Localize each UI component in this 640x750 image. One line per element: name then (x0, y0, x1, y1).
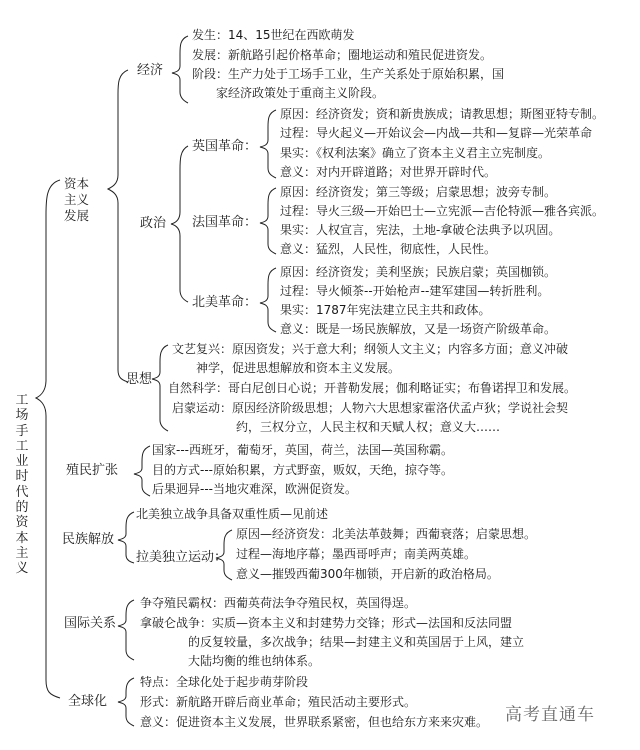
napoleonic-2: 的反复较量，多次战争；结果—封建主义和英国居于上风，建立 (188, 635, 525, 649)
econ-label: 经济 (137, 63, 164, 78)
liberation-brace (118, 512, 134, 563)
renaissance-2: 神学，促进思想解放和资本主义发展。 (196, 361, 401, 375)
na-brace (260, 268, 276, 332)
colonial-brace (134, 446, 150, 496)
science: 自然科学：哥白尼创日心说；开普勒发展；伽利略证实；布鲁诺捍卫和发展。 (168, 381, 577, 395)
colonial-countries: 国家---西班牙，葡萄牙，英国，荷兰，法国—英国称霸。 (152, 443, 453, 457)
intl-label: 国际关系 (64, 616, 117, 631)
france-brace (260, 188, 276, 254)
england-cause: 原因：经济资发；资和新贵族成；请教思想；斯图亚特专制。 (280, 107, 605, 121)
thought-brace (152, 345, 168, 431)
colonial-label: 殖民扩张 (66, 463, 119, 478)
latam-significance: 意义—摧毁西葡300年枷锁，开启新的政治格局。 (236, 567, 499, 581)
france-significance: 意义：猛烈，人民性，彻底性，人民性。 (280, 242, 497, 256)
politics-label: 政治 (140, 216, 167, 231)
econ-origin: 发生：14、15世纪在西欧萌发 (192, 28, 355, 42)
colonial-purpose: 目的方式---原始积累，方式野蛮，贩奴，天绝，掠夺等。 (152, 463, 453, 477)
econ-development: 发展：新航路引起价格革命；圈地运动和殖民促进资发。 (192, 48, 493, 62)
root-brace (36, 180, 60, 698)
latam-cause: 原因—经济资发：北美法革鼓舞；西葡衰落；启蒙思想。 (236, 527, 537, 541)
global-significance: 意义：促进资本主义发展，世界联系紧密，但也给东方来来灾难。 (140, 715, 489, 729)
france-process: 过程：导火三级—开始巴士—立宪派—吉伦特派—雅各宾派。 (280, 204, 605, 218)
politics-brace (171, 146, 188, 302)
na-result: 果实：1787年宪法建立民主共和政体。 (280, 303, 491, 317)
latam-process: 过程—海地序幕；墨西哥呼声；南美两英雄。 (236, 547, 477, 561)
napoleonic-1: 拿破仑战争：实质—资本主义和封建势力交锋；形式—法国和反法同盟 (140, 616, 513, 630)
france-cause: 原因：经济资发；第三等级；启蒙思想；波旁专制。 (280, 185, 557, 199)
england-result: 果实：《权利法案》确立了资本主义君主立宪制度。 (280, 146, 551, 160)
colonial-consequence: 后果迥异---当地灾难深，欧洲促资发。 (152, 482, 357, 496)
root-title: 工场手工业时代的资本主义 (15, 393, 29, 577)
global-label: 全球化 (68, 694, 108, 709)
global-form: 形式：新航路开辟后商业革命；殖民活动主要形式。 (140, 695, 417, 709)
intl-brace (118, 600, 134, 660)
england-brace (260, 110, 276, 178)
england-significance: 意义：对内开辟道路；对世界开辟时代。 (280, 165, 497, 179)
thought-label: 思想 (126, 372, 153, 387)
econ-brace (172, 36, 188, 103)
england-process: 过程：导火起义—开始议会—内战—共和—复辟—光荣革命 (280, 126, 593, 140)
liberation-label: 民族解放 (62, 532, 115, 547)
na-independence: 北美独立战争具备双重性质—见前述 (136, 507, 329, 521)
enlightenment-2: 约，三权分立，人民主权和天赋人权；意义大…… (236, 420, 501, 434)
france-result: 果实：人权宣言，宪法，土地-拿破仑法典予以巩固。 (280, 223, 561, 237)
na-label: 北美革命： (192, 295, 258, 310)
colonial-hegemony: 争夺殖民霸权：西葡英荷法争夺殖民权，英国得逞。 (140, 596, 417, 610)
global-brace (118, 678, 134, 726)
na-significance: 意义：既是一场民族解放，又是一场资产阶级革命。 (280, 322, 557, 336)
napoleonic-3: 大陆均衡的维也纳体系。 (188, 654, 321, 668)
na-process: 过程：导火倾茶--开始枪声--建军建国—转折胜利。 (280, 284, 550, 298)
watermark: 高考直通车 (505, 705, 595, 725)
cap-title: 资本主义发展 (64, 176, 90, 223)
econ-stage-2: 家经济政策处于重商主义阶段。 (216, 86, 385, 100)
france-label: 法国革命： (192, 215, 258, 230)
global-feature: 特点：全球化处于起步萌芽阶段 (140, 675, 309, 689)
renaissance-1: 文艺复兴：原因资发；兴于意大利；纲领人文主义；内容多方面；意义冲破 (172, 342, 569, 356)
latam-label: 拉美独立运动： (136, 550, 228, 565)
econ-stage-1: 阶段：生产力处于工场手工业，生产关系处于原始积累，国 (192, 67, 505, 81)
enlightenment-1: 启蒙运动：原因经济阶级思想；人物六大思想家霍洛伏孟卢狄；学说社会契 (172, 401, 569, 415)
cap-brace (108, 70, 128, 382)
england-label: 英国革命： (192, 139, 258, 154)
na-cause: 原因：经济资发；美利坚族；民族启蒙；英国枷锁。 (280, 265, 557, 279)
